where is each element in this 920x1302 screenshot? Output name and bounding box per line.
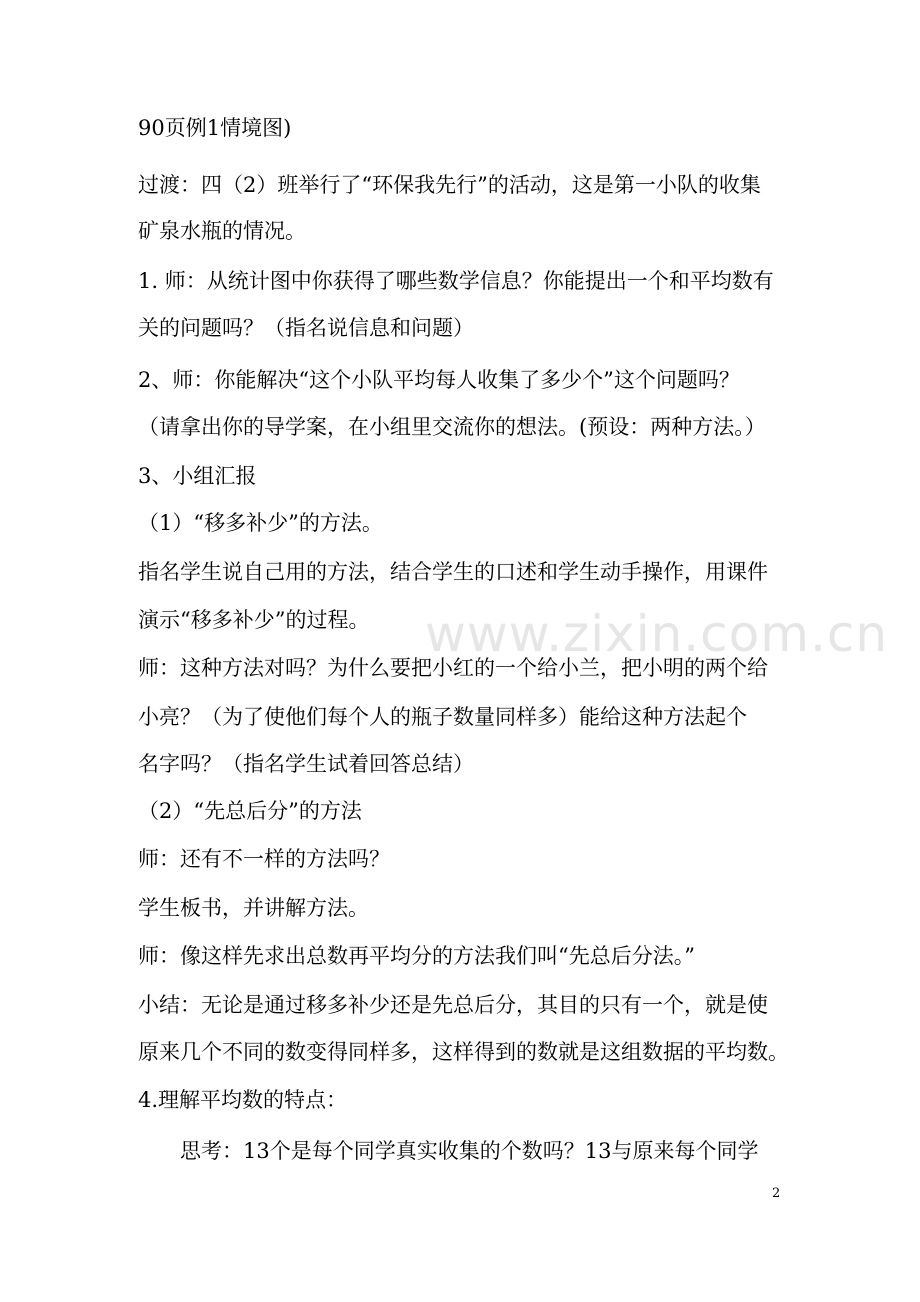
text-line-22: 思考：13个是每个同学真实收集的个数吗？13与原来每个同学 bbox=[180, 1139, 759, 1163]
text-line-10: 指名学生说自己用的方法，结合学生的口述和学生动手操作，用课件 bbox=[138, 560, 768, 584]
text-line-8: 3、小组汇报 bbox=[138, 464, 257, 488]
text-line-19: 小结：无论是通过移多补少还是先总后分，其目的只有一个，就是使 bbox=[138, 993, 768, 1017]
text-line-9: （1）“移多补少”的方法。 bbox=[138, 511, 383, 535]
text-line-12: 师：这种方法对吗？为什么要把小红的一个给小兰，把小明的两个给 bbox=[138, 656, 768, 680]
text-line-4: 1. 师：从统计图中你获得了哪些数学信息？你能提出一个和平均数有 bbox=[138, 269, 774, 293]
text-line-20: 原来几个不同的数变得同样多，这样得到的数就是这组数据的平均数。 bbox=[138, 1040, 789, 1064]
text-line-6: 2、师：你能解决“这个小队平均每人收集了多少个”这个问题吗？ bbox=[138, 368, 740, 392]
text-line-11: 演示“移多补少”的过程。 bbox=[138, 608, 370, 632]
text-line-5: 关的问题吗？（指名说信息和问题） bbox=[138, 316, 474, 340]
text-line-13: 小亮？（为了使他们每个人的瓶子数量同样多）能给这种方法起个 bbox=[138, 705, 747, 729]
text-line-7: （请拿出你的导学案，在小组里交流你的想法。(预设：两种方法。） bbox=[138, 415, 766, 439]
text-line-2: 过渡：四（2）班举行了“环保我先行”的活动，这是第一小队的收集 bbox=[138, 173, 761, 197]
text-line-15: （2）“先总后分”的方法 bbox=[138, 799, 362, 823]
text-line-3: 矿泉水瓶的情况。 bbox=[138, 219, 306, 243]
watermark: www.zixin.com.cn bbox=[425, 605, 889, 663]
page-number: 2 bbox=[772, 1186, 781, 1201]
text-line-18: 师：像这样先求出总数再平均分的方法我们叫“先总后分法。” bbox=[138, 944, 695, 968]
text-line-17: 学生板书，并讲解方法。 bbox=[138, 896, 369, 920]
text-line-21: 4.理解平均数的特点： bbox=[138, 1088, 348, 1112]
text-line-1: 90页例1情境图) bbox=[138, 116, 292, 140]
text-line-16: 师：还有不一样的方法吗？ bbox=[138, 847, 390, 871]
text-line-14: 名字吗？（指名学生试着回答总结） bbox=[138, 752, 474, 776]
